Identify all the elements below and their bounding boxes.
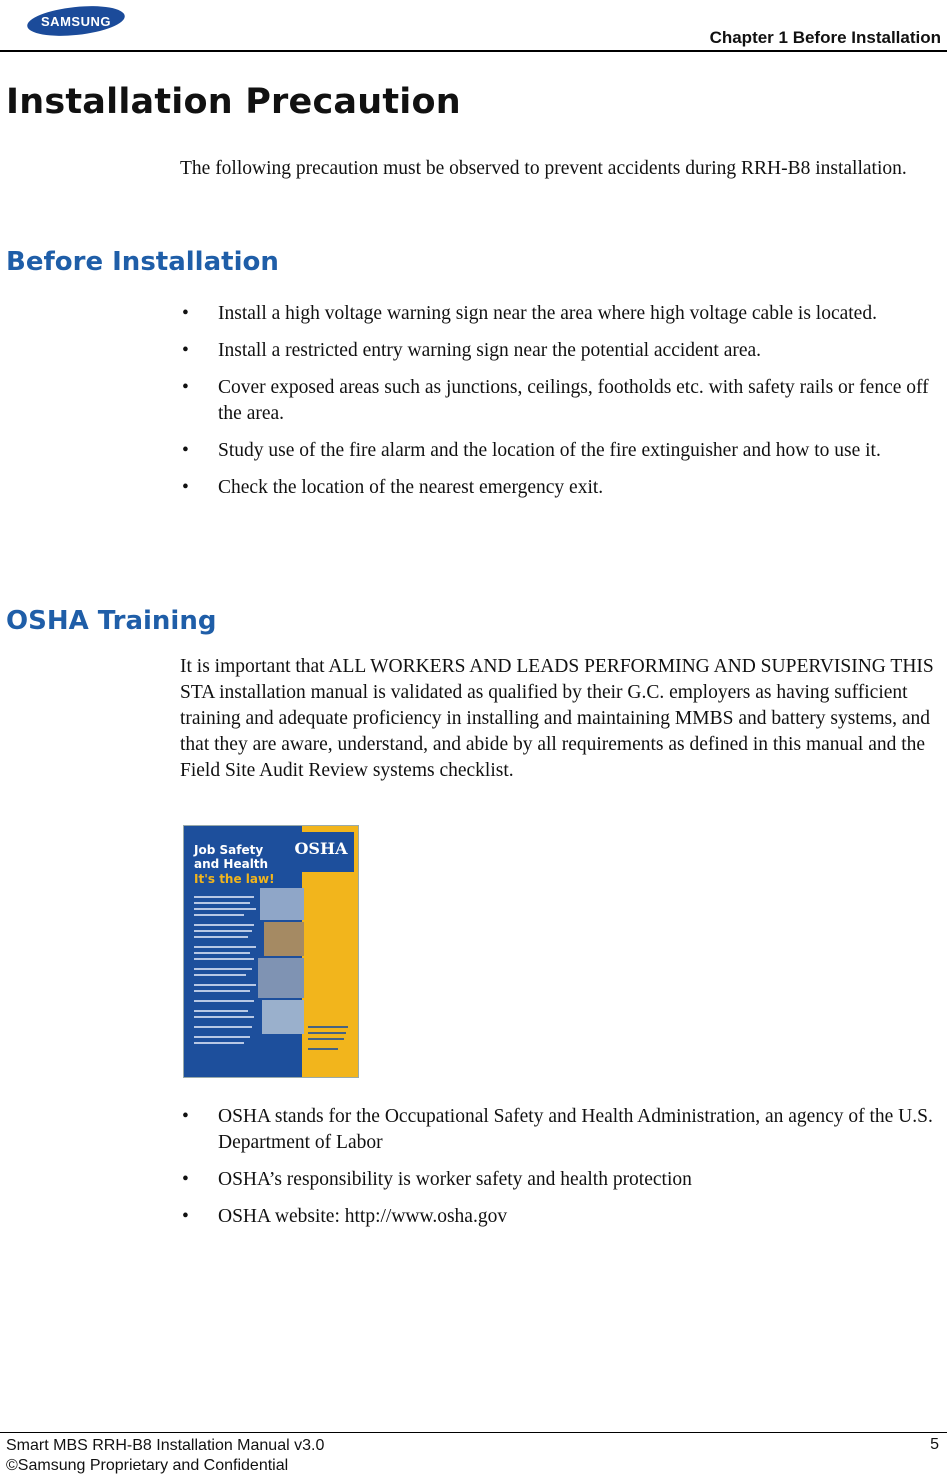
footer-manual-title: Smart MBS RRH-B8 Installation Manual v3.0	[6, 1437, 325, 1454]
osha-poster-image	[183, 825, 359, 1078]
list-item: • Check the location of the nearest emergency exit.	[182, 477, 604, 498]
samsung-logo	[26, 5, 126, 37]
poster-title-2: and Health	[194, 857, 269, 871]
osha-paragraph: It is important that ALL WORKERS AND LEADS PERFORMING AND SUPERVISING THIS STA installation manual is validated as qualified by their G.C. employers as having sufficient training and adequate proficiency in installing and maintaining MMBS and battery systems, and that they are aware, understand, and abide by all requirements as defined in this manual and the Field Site Audit Review systems checklist.	[180, 656, 934, 781]
list-item: • OSHA website: http://www.osha.gov	[182, 1206, 508, 1227]
osha-facts-list	[180, 1104, 942, 1230]
before-installation-list	[180, 301, 942, 501]
footer-copyright: ©Samsung Proprietary and Confidential	[6, 1457, 289, 1474]
chapter-title: Chapter 1 Before Installation	[709, 28, 941, 47]
footer	[6, 1436, 324, 1476]
footer-divider	[0, 1432, 947, 1433]
section-heading-osha-training: OSHA Training	[6, 606, 217, 636]
list-item: • Cover exposed areas such as junctions, ceilings, footholds etc. with safety rails or fence off the area.	[182, 377, 929, 424]
poster-title-1: Job Safety	[194, 843, 264, 857]
intro-paragraph: The following precaution must be observed to prevent accidents during RRH-B8 installation.	[180, 158, 907, 179]
poster-title-3: It's the law!	[194, 872, 275, 886]
list-item: • OSHA stands for the Occupational Safety and Health Administration, an agency of the U.S. Department of Labor	[182, 1106, 933, 1153]
logo-text: SAMSUNG	[41, 14, 111, 29]
page-number: 5	[930, 1436, 939, 1453]
poster-brand: OSHA	[294, 839, 348, 858]
list-item: • Study use of the fire alarm and the location of the fire extinguisher and how to use it.	[182, 440, 881, 461]
list-item: • Install a restricted entry warning sign near the potential accident area.	[182, 340, 762, 361]
page-title: Installation Precaution	[6, 82, 461, 122]
header-divider	[0, 50, 947, 52]
list-item: • OSHA’s responsibility is worker safety and health protection	[182, 1169, 692, 1190]
section-heading-before-installation: Before Installation	[6, 247, 279, 277]
list-item: • Install a high voltage warning sign near the area where high voltage cable is located.	[182, 303, 877, 324]
